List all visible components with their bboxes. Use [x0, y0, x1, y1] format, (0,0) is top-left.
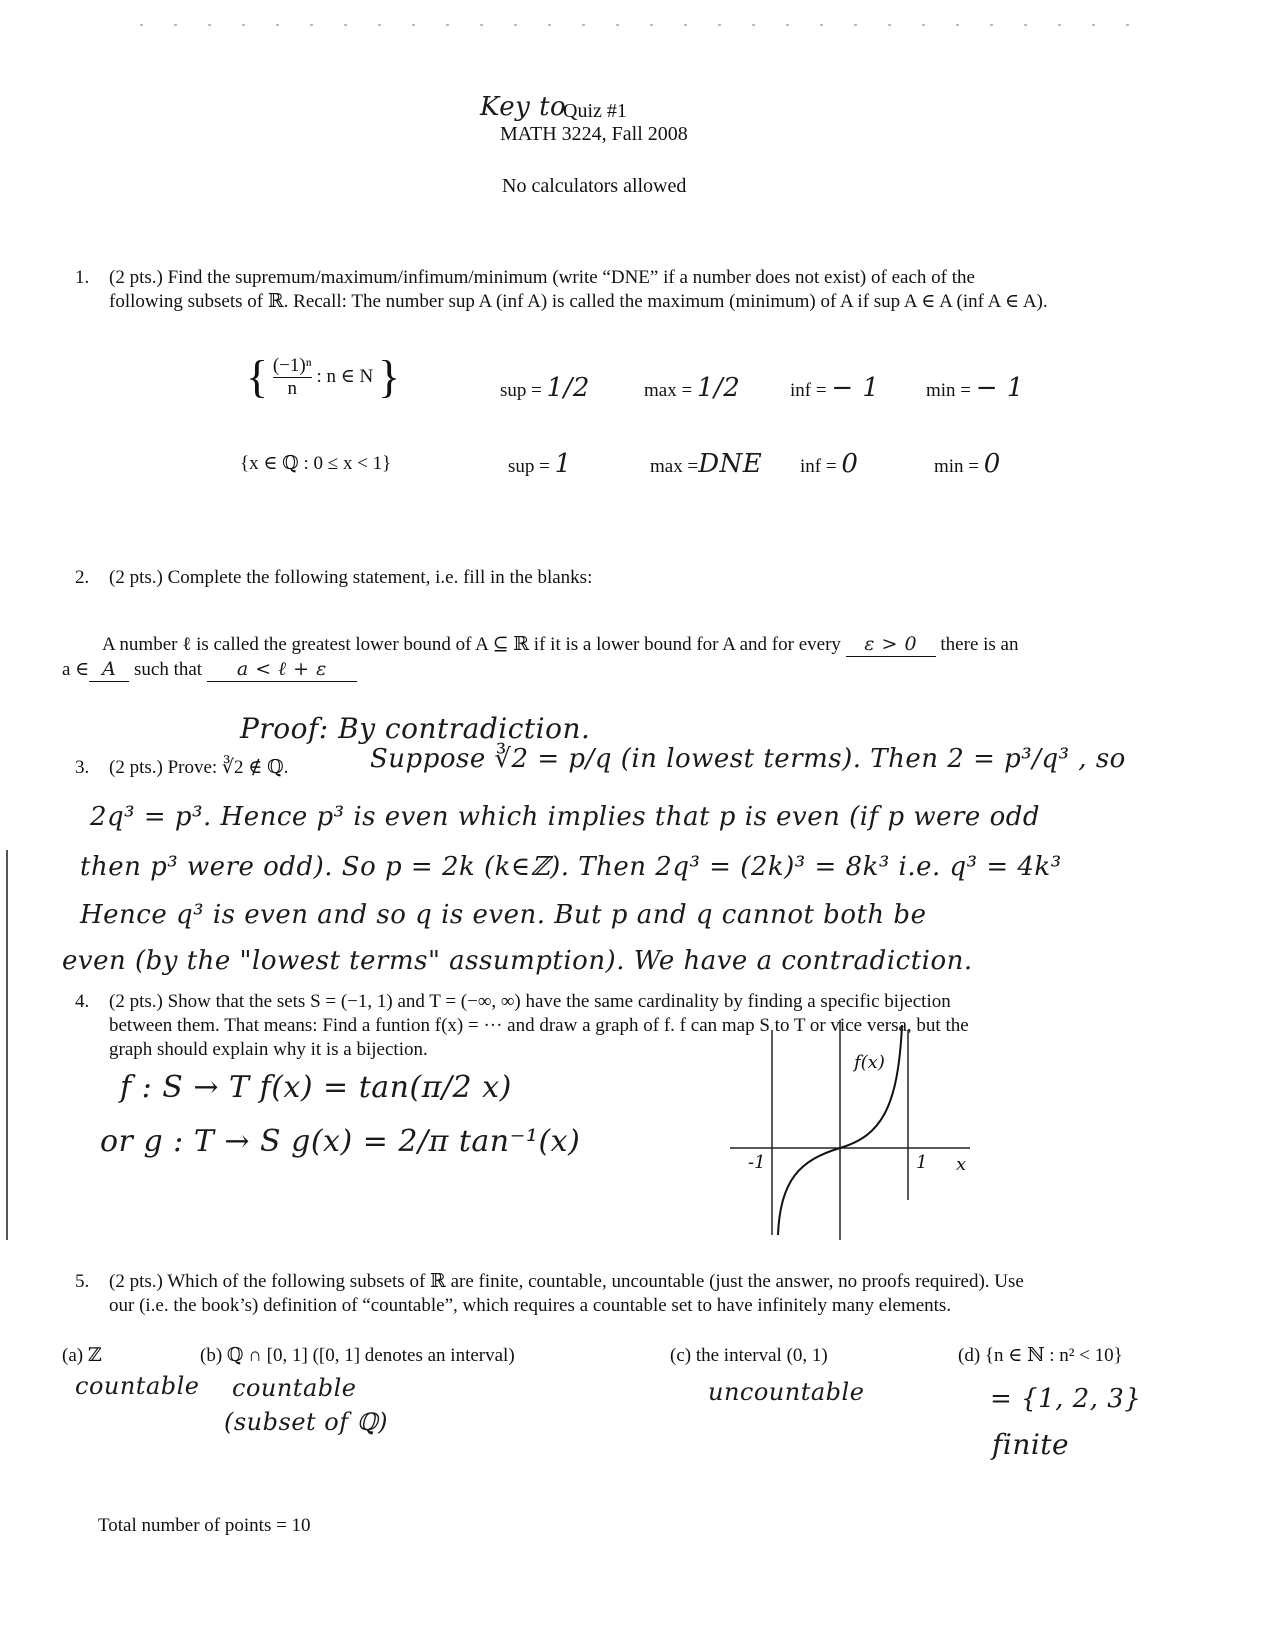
q3-proof-line3: then p³ were odd). So p = 2k (k∈ℤ). Then 2q³ = (2k)³ = 8k³ i.e. q³ = 4k³	[80, 852, 1062, 882]
q2-blank-set: A	[89, 657, 129, 682]
q1-row2-max: max =DNE	[650, 449, 763, 479]
q1-row1-inf: inf = − 1	[790, 373, 880, 403]
q3-proof-head: Proof: By contradiction.	[240, 712, 591, 745]
q4-graph	[720, 1020, 980, 1240]
q5-d-label: (d) {n ∈ ℕ : n² < 10}	[958, 1345, 1123, 1366]
q1-row1-sup: sup = 1/2	[500, 373, 590, 403]
q1-set1: { $\frac{\text{(−1)ⁿ}}{n}$ : n ∈ N }	[246, 351, 401, 402]
q5-c-answer: uncountable	[708, 1378, 865, 1406]
q5-b-answer-note: (subset of ℚ)	[224, 1408, 389, 1436]
graph-curve-label: f(x)	[854, 1052, 885, 1073]
q2-line2: a ∈ A such that a < ℓ + ε	[62, 657, 1222, 682]
q3-proof-line4: Hence q³ is even and so q is even. But p and q cannot both be	[80, 900, 927, 930]
q3-proof-line2: 2q³ = p³. Hence p³ is even which implies that p is even (if p were odd	[90, 802, 1041, 832]
q4-answer-f: f : S → T f(x) = tan(π/2 x)	[120, 1070, 512, 1105]
total-points: Total number of points = 10	[98, 1515, 311, 1536]
q1-line1: 1. (2 pts.) Find the supremum/maximum/infimum/minimum (write “DNE” if a number does not exist) of each of the	[75, 267, 975, 288]
graph-right-tick: 1	[916, 1152, 928, 1173]
no-calculators-note: No calculators allowed	[502, 175, 687, 197]
key-to-handwritten: Key to	[480, 92, 567, 122]
q2-blank-condition: a < ℓ + ε	[207, 657, 357, 682]
scan-margin-line	[6, 850, 8, 1240]
q1-row1-min: min = − 1	[926, 373, 1024, 403]
q5-c-label: (c) the interval (0, 1)	[670, 1345, 828, 1366]
q1-row2-sup: sup = 1	[508, 449, 572, 479]
q3-proof-line1: Suppose ∛2 = p/q (in lowest terms). Then 2 = p³/q³ , so	[370, 744, 1126, 774]
graph-left-tick: -1	[748, 1152, 766, 1173]
q1-row2-min: min = 0	[934, 449, 1001, 479]
question-5: 5. (2 pts.) Which of the following subsets of ℝ are finite, countable, uncountable (just the answer, no proofs required). Use our (i.e. the book’s) definition of “countable”, which requires a countable set to have infinitely many elements.	[75, 1271, 1024, 1316]
q1-set2: {x ∈ ℚ : 0 ≤ x < 1}	[240, 453, 392, 474]
q1-line2: following subsets of ℝ. Recall: The number sup A (inf A) is called the maximum (minimum) of A if sup A ∈ A (inf A ∈ A).	[109, 291, 1048, 312]
q2-line1: A number ℓ is called the greatest lower bound of A ⊆ ℝ if it is a lower bound for A and for every ε > 0 there is an	[102, 633, 1019, 655]
scan-artifact-dots	[140, 24, 1140, 26]
course-title: MATH 3224, Fall 2008	[500, 123, 688, 145]
question-3-prompt: 3. (2 pts.) Prove: ∛2 ∉ ℚ.	[75, 757, 289, 778]
question-4: 4. (2 pts.) Show that the sets S = (−1, 1) and T = (−∞, ∞) have the same cardinality by finding a specific bijection between them. That means: Find a funtion f(x) = ··· and draw a graph of f. f can map S to T or vice versa, but the graph should explain why it is a bijection.	[75, 991, 969, 1060]
q5-a-label: (a) ℤ	[62, 1345, 102, 1366]
q3-proof-line5: even (by the "lowest terms" assumption). We have a contradiction.	[62, 946, 973, 976]
question-2-statement	[62, 632, 1222, 682]
question-2-prompt: 2. (2 pts.) Complete the following statement, i.e. fill in the blanks:	[75, 567, 593, 588]
q5-d-answer: = {1, 2, 3}	[990, 1384, 1142, 1414]
q5-b-label: (b) ℚ ∩ [0, 1] ([0, 1] denotes an interval)	[200, 1345, 515, 1366]
q4-answer-g: or g : T → S g(x) = 2/π tan⁻¹(x)	[100, 1124, 581, 1159]
question-1	[75, 266, 1215, 314]
q5-b-answer: countable	[232, 1374, 357, 1402]
graph-axis-label: x	[956, 1154, 967, 1175]
q2-blank-epsilon: ε > 0	[846, 632, 936, 657]
q5-a-answer: countable	[75, 1372, 200, 1400]
quiz-title: Quiz #1	[563, 100, 627, 122]
q1-row1-max: max = 1/2	[644, 373, 741, 403]
q1-row2-inf: inf = 0	[800, 449, 859, 479]
q5-d-answer-finite: finite	[992, 1428, 1070, 1461]
